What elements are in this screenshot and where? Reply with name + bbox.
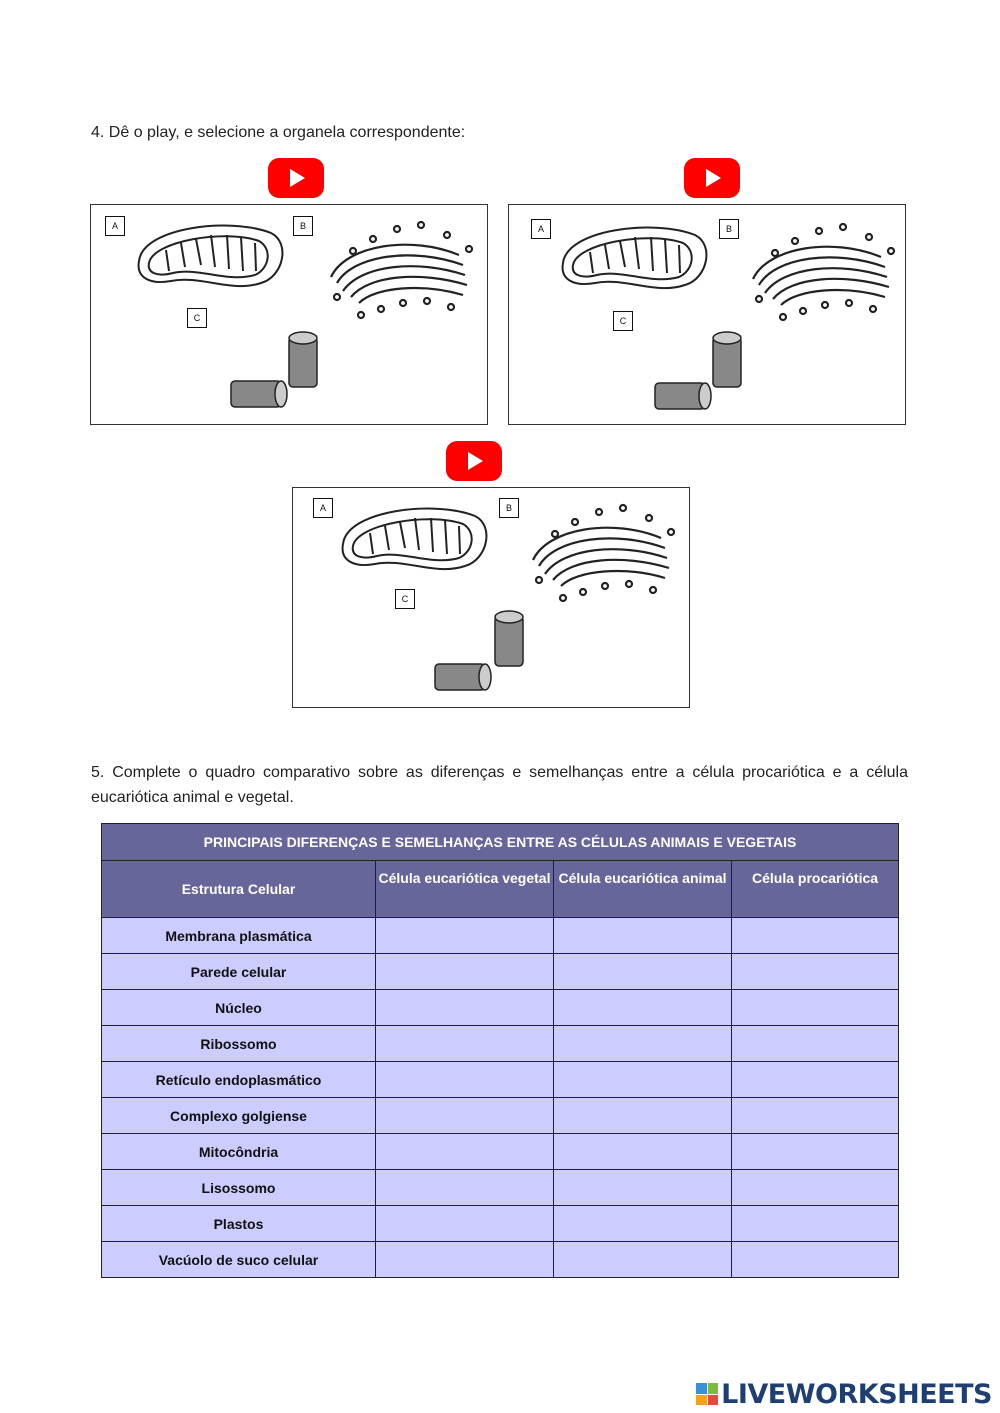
golgi-icon — [753, 224, 894, 320]
organelle-illustration — [509, 205, 905, 424]
golgi-icon — [331, 222, 472, 318]
option-a[interactable]: A — [105, 216, 125, 236]
header-prokaryotic-cell: Célula procariótica — [732, 861, 899, 918]
answer-cell[interactable] — [554, 954, 732, 990]
organelle-panel-1 — [90, 204, 488, 425]
row-label: Lisossomo — [102, 1170, 376, 1206]
option-b[interactable]: B — [499, 498, 519, 518]
play-button-1[interactable] — [268, 158, 324, 198]
liveworksheets-logo — [696, 1379, 992, 1409]
table-row — [102, 1098, 899, 1134]
row-label: Núcleo — [102, 990, 376, 1026]
centriole-icon — [655, 332, 741, 409]
answer-cell[interactable] — [376, 918, 554, 954]
answer-cell[interactable] — [554, 990, 732, 1026]
answer-cell[interactable] — [732, 1170, 899, 1206]
answer-cell[interactable] — [554, 1026, 732, 1062]
option-a[interactable]: A — [313, 498, 333, 518]
answer-cell[interactable] — [554, 1134, 732, 1170]
option-b[interactable]: B — [293, 216, 313, 236]
answer-cell[interactable] — [376, 1206, 554, 1242]
centriole-icon — [231, 332, 317, 407]
answer-cell[interactable] — [732, 1242, 899, 1278]
answer-cell[interactable] — [732, 1026, 899, 1062]
answer-cell[interactable] — [554, 1062, 732, 1098]
table-row — [102, 990, 899, 1026]
brand-name: LIVEWORKSHEETS — [721, 1378, 992, 1410]
row-label: Parede celular — [102, 954, 376, 990]
table-row — [102, 1134, 899, 1170]
play-button-3[interactable] — [446, 441, 502, 481]
answer-cell[interactable] — [376, 954, 554, 990]
answer-cell[interactable] — [554, 1170, 732, 1206]
answer-cell[interactable] — [732, 1098, 899, 1134]
mitochondrion-icon — [139, 226, 283, 287]
row-label: Vacúolo de suco celular — [102, 1242, 376, 1278]
row-label: Mitocôndria — [102, 1134, 376, 1170]
answer-cell[interactable] — [732, 1062, 899, 1098]
option-b[interactable]: B — [719, 219, 739, 239]
row-label: Complexo golgiense — [102, 1098, 376, 1134]
row-label: Ribossomo — [102, 1026, 376, 1062]
option-c[interactable]: C — [395, 589, 415, 609]
play-icon — [290, 169, 305, 187]
option-c[interactable]: C — [187, 308, 207, 328]
question-4-text: 4. Dê o play, e selecione a organela correspondente: — [91, 124, 466, 141]
option-c[interactable]: C — [613, 311, 633, 331]
centriole-icon — [435, 611, 523, 690]
answer-cell[interactable] — [376, 1062, 554, 1098]
organelle-illustration — [91, 205, 487, 424]
logo-icon — [696, 1383, 718, 1405]
answer-cell[interactable] — [732, 1134, 899, 1170]
answer-cell[interactable] — [376, 990, 554, 1026]
organelle-panel-2 — [508, 204, 906, 425]
organelle-illustration — [293, 488, 689, 707]
table-title: PRINCIPAIS DIFERENÇAS E SEMELHANÇAS ENTRE AS CÉLULAS ANIMAIS E VEGETAIS — [102, 824, 899, 861]
header-structure: Estrutura Celular — [102, 861, 376, 918]
answer-cell[interactable] — [554, 1098, 732, 1134]
header-plant-cell: Célula eucariótica vegetal — [376, 861, 554, 918]
answer-cell[interactable] — [732, 990, 899, 1026]
answer-cell[interactable] — [554, 1206, 732, 1242]
answer-cell[interactable] — [732, 1206, 899, 1242]
table-row — [102, 1026, 899, 1062]
table-row — [102, 1170, 899, 1206]
comparison-table — [101, 823, 899, 1278]
answer-cell[interactable] — [376, 1170, 554, 1206]
table-row — [102, 918, 899, 954]
table-row — [102, 1062, 899, 1098]
answer-cell[interactable] — [376, 1098, 554, 1134]
table-body — [102, 918, 899, 1278]
organelle-panel-3 — [292, 487, 690, 708]
answer-cell[interactable] — [376, 1026, 554, 1062]
answer-cell[interactable] — [732, 954, 899, 990]
play-icon — [706, 169, 721, 187]
table-row — [102, 1206, 899, 1242]
row-label: Membrana plasmática — [102, 918, 376, 954]
mitochondrion-icon — [563, 228, 707, 289]
play-icon — [468, 452, 483, 470]
answer-cell[interactable] — [732, 918, 899, 954]
row-label: Retículo endoplasmático — [102, 1062, 376, 1098]
answer-cell[interactable] — [554, 918, 732, 954]
answer-cell[interactable] — [376, 1242, 554, 1278]
table-row — [102, 1242, 899, 1278]
header-animal-cell: Célula eucariótica animal — [554, 861, 732, 918]
table-row — [102, 954, 899, 990]
answer-cell[interactable] — [376, 1134, 554, 1170]
option-a[interactable]: A — [531, 219, 551, 239]
row-label: Plastos — [102, 1206, 376, 1242]
mitochondrion-icon — [343, 509, 487, 570]
answer-cell[interactable] — [554, 1242, 732, 1278]
question-5-text: 5. Complete o quadro comparativo sobre as diferenças e semelhanças entre a célula procariótica e a célula eucariótica animal e vegetal. — [91, 764, 908, 806]
golgi-icon — [533, 505, 674, 601]
play-button-2[interactable] — [684, 158, 740, 198]
